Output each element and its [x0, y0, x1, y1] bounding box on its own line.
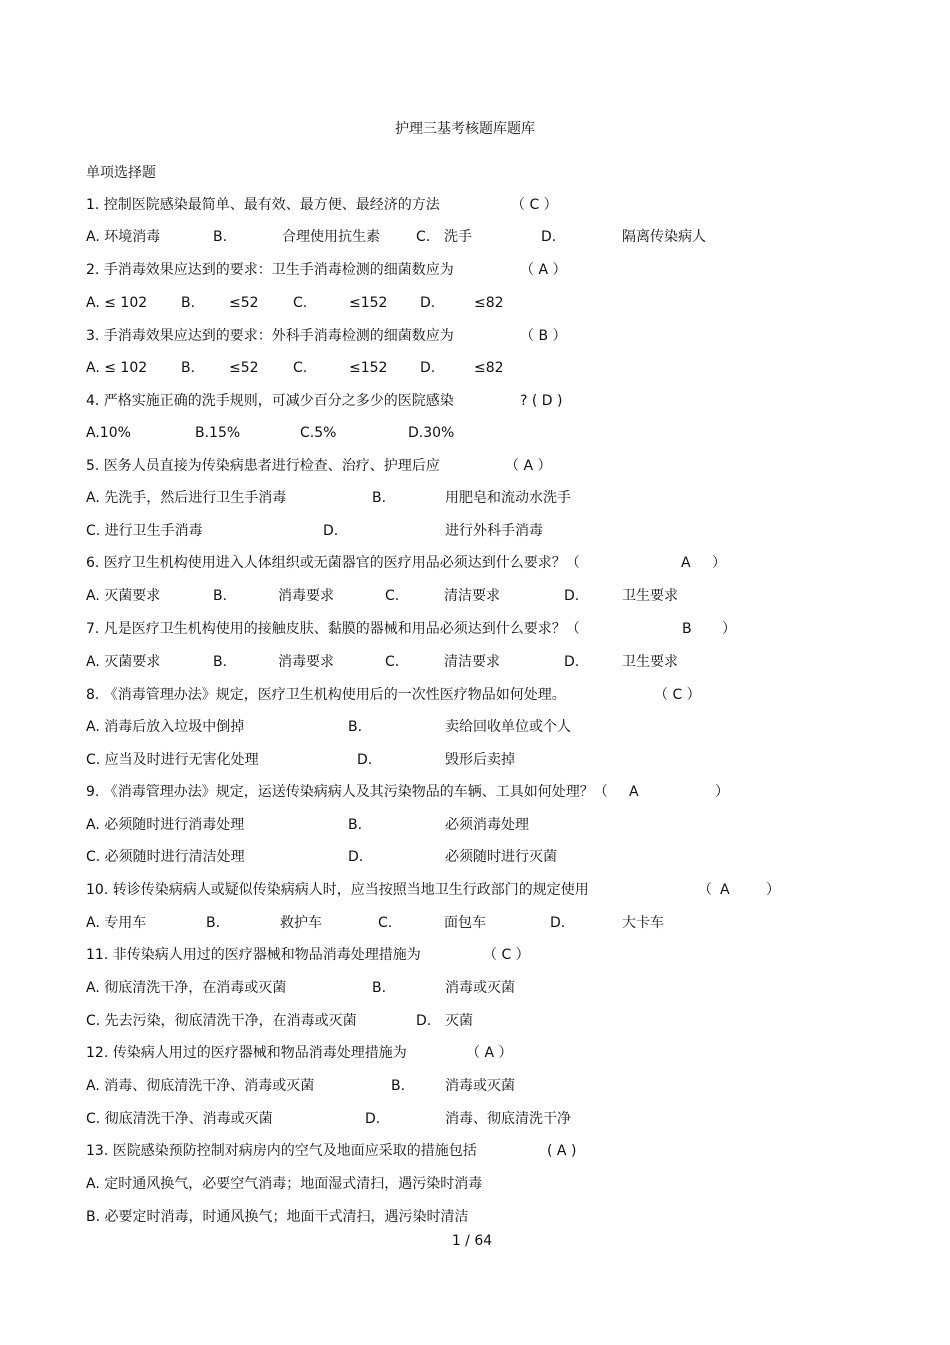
- line-segment: B.: [213, 654, 228, 670]
- document-line: [86, 684, 846, 706]
- document-line: [86, 1173, 846, 1195]
- line-text: A. 环境消毒: [86, 229, 161, 245]
- document-title: 护理三基考核题库题库: [395, 121, 535, 137]
- line-segment: 面包车: [444, 915, 486, 931]
- line-text: A. 灭菌要求: [86, 654, 161, 670]
- line-segment: ≤152: [349, 295, 388, 311]
- line-segment: 隔离传染病人: [622, 229, 706, 245]
- line-segment: （: [698, 882, 712, 898]
- line-segment: （ C ）: [511, 197, 558, 213]
- document-line: [86, 390, 846, 412]
- line-text: A. 消毒、彻底清洗干净、消毒或灭菌: [86, 1078, 315, 1094]
- line-segment: D.: [357, 752, 373, 768]
- line-segment: D.: [416, 1013, 432, 1029]
- line-text: 6. 医疗卫生机构使用进入人体组织或无菌器官的医疗用品必须达到什么要求？（: [86, 555, 580, 571]
- document-line: [86, 194, 846, 216]
- line-text: 3. 手消毒效果应达到的要求：外科手消毒检测的细菌数应为: [86, 328, 454, 344]
- line-text: C. 必须随时进行清洁处理: [86, 849, 245, 865]
- line-segment: 大卡车: [622, 915, 664, 931]
- document-line: [86, 520, 846, 542]
- line-segment: 灭菌: [445, 1013, 473, 1029]
- line-text: 11. 非传染病人用过的医疗器械和物品消毒处理措施为: [86, 947, 421, 963]
- line-segment: A: [629, 784, 639, 800]
- document-line: [86, 422, 846, 444]
- line-segment: B.: [213, 588, 228, 604]
- document-line: [86, 781, 846, 803]
- line-segment: B.: [181, 295, 196, 311]
- line-text: A. 先洗手，然后进行卫生手消毒: [86, 490, 287, 506]
- line-segment: B.: [213, 229, 228, 245]
- line-text: A. 专用车: [86, 915, 147, 931]
- line-segment: 消毒或灭菌: [445, 980, 515, 996]
- document-line: [86, 357, 846, 379]
- line-segment: 卫生要求: [622, 588, 678, 604]
- line-segment: 洗手: [444, 229, 472, 245]
- line-segment: B.: [348, 817, 363, 833]
- line-text: 7. 凡是医疗卫生机构使用的接触皮肤、黏膜的器械和用品必须达到什么要求？（: [86, 621, 580, 637]
- line-segment: C.5%: [300, 425, 337, 441]
- line-text: 10. 转诊传染病病人或疑似传染病病人时，应当按照当地卫生行政部门的规定使用: [86, 882, 589, 898]
- line-segment: ≤82: [474, 295, 504, 311]
- line-segment: D.: [420, 295, 436, 311]
- line-segment: ）: [766, 882, 780, 898]
- line-segment: 用肥皂和流动水洗手: [445, 490, 571, 506]
- line-segment: 消毒要求: [278, 654, 334, 670]
- document-line: [86, 292, 846, 314]
- document-line: [86, 1140, 846, 1162]
- line-segment: C.: [416, 229, 431, 245]
- line-segment: 卫生要求: [622, 654, 678, 670]
- line-segment: D.: [420, 360, 436, 376]
- line-segment: 救护车: [280, 915, 322, 931]
- line-segment: C.: [293, 295, 308, 311]
- line-segment: A: [681, 555, 691, 571]
- line-text: A. ≤ 102: [86, 295, 148, 311]
- line-segment: ）: [715, 784, 729, 800]
- line-segment: D.: [323, 523, 339, 539]
- line-segment: C.: [293, 360, 308, 376]
- line-segment: ≤82: [474, 360, 504, 376]
- page-number: 1 / 64: [451, 1233, 493, 1249]
- line-text: C. 进行卫生手消毒: [86, 523, 203, 539]
- document-line: [86, 1206, 846, 1228]
- line-text: A. 必须随时进行消毒处理: [86, 817, 245, 833]
- line-segment: C.: [385, 654, 400, 670]
- line-text: A. 彻底清洗干净，在消毒或灭菌: [86, 980, 287, 996]
- line-text: 1. 控制医院感染最简单、最有效、最方便、最经济的方法: [86, 197, 440, 213]
- line-segment: D.: [365, 1111, 381, 1127]
- line-text: 8. 《消毒管理办法》规定，医疗卫生机构使用后的一次性医疗物品如何处理。: [86, 687, 566, 703]
- line-segment: （ C ）: [483, 947, 530, 963]
- document-line: [86, 814, 846, 836]
- document-line: [86, 846, 846, 868]
- document-line: [86, 455, 846, 477]
- line-segment: 必须消毒处理: [445, 817, 529, 833]
- line-segment: ）: [722, 621, 736, 637]
- line-segment: B.15%: [195, 425, 241, 441]
- document-line: [86, 226, 846, 248]
- line-text: B. 必要定时消毒，时通风换气；地面干式清扫，遇污染时清洁: [86, 1209, 469, 1225]
- line-text: 13. 医院感染预防控制对病房内的空气及地面应采取的措施包括: [86, 1143, 477, 1159]
- line-segment: B: [682, 621, 692, 637]
- line-segment: 必须随时进行灭菌: [445, 849, 557, 865]
- line-text: 12. 传染病人用过的医疗器械和物品消毒处理措施为: [86, 1045, 407, 1061]
- document-line: [86, 651, 846, 673]
- line-segment: 卖给回收单位或个人: [445, 719, 571, 735]
- document-line: [86, 487, 846, 509]
- line-text: 5. 医务人员直接为传染病患者进行检查、治疗、护理后应: [86, 458, 440, 474]
- line-segment: A: [720, 882, 730, 898]
- document-line: [86, 716, 846, 738]
- line-segment: 进行外科手消毒: [445, 523, 543, 539]
- line-segment: 清洁要求: [444, 588, 500, 604]
- line-segment: B.: [348, 719, 363, 735]
- document-line: [86, 585, 846, 607]
- line-segment: （ A ）: [505, 458, 552, 474]
- line-text: 9. 《消毒管理办法》规定，运送传染病病人及其污染物品的车辆、工具如何处理？（: [86, 784, 608, 800]
- line-segment: （ A ）: [520, 262, 567, 278]
- line-text: C. 先去污染，彻底清洗干净，在消毒或灭菌: [86, 1013, 357, 1029]
- line-segment: D.: [550, 915, 566, 931]
- line-text: 4. 严格实施正确的洗手规则，可减少百分之多少的医院感染: [86, 393, 454, 409]
- line-segment: （ B ）: [520, 328, 567, 344]
- line-segment: 毁形后卖掉: [445, 752, 515, 768]
- document-line: [86, 912, 846, 934]
- line-segment: 消毒要求: [278, 588, 334, 604]
- document-line: [86, 1075, 846, 1097]
- document-line: [86, 1108, 846, 1130]
- line-segment: D.: [541, 229, 557, 245]
- document-line: [86, 879, 846, 901]
- document-line: [86, 259, 846, 281]
- line-text: C. 彻底清洗干净、消毒或灭菌: [86, 1111, 273, 1127]
- line-text: A. 灭菌要求: [86, 588, 161, 604]
- line-segment: （ A ）: [466, 1045, 513, 1061]
- line-text: A. 消毒后放入垃圾中倒掉: [86, 719, 245, 735]
- document-line: [86, 944, 846, 966]
- line-segment: ≤52: [229, 360, 259, 376]
- line-segment: ? ( D ): [520, 393, 563, 409]
- line-text: A. 定时通风换气，必要空气消毒；地面湿式清扫，遇污染时消毒: [86, 1176, 483, 1192]
- document-line: [86, 749, 846, 771]
- line-segment: B.: [372, 490, 387, 506]
- document-line: [86, 1042, 846, 1064]
- line-text: A.10%: [86, 425, 131, 441]
- line-segment: B.: [181, 360, 196, 376]
- line-segment: C.: [385, 588, 400, 604]
- line-segment: D.: [564, 588, 580, 604]
- document-line: [86, 977, 846, 999]
- line-text: 2. 手消毒效果应达到的要求：卫生手消毒检测的细菌数应为: [86, 262, 454, 278]
- line-segment: B.: [391, 1078, 406, 1094]
- line-segment: B.: [206, 915, 221, 931]
- line-segment: 消毒、彻底清洗干净: [445, 1111, 571, 1127]
- line-text: C. 应当及时进行无害化处理: [86, 752, 259, 768]
- line-segment: ≤152: [349, 360, 388, 376]
- document-line: [86, 1010, 846, 1032]
- line-segment: D.: [348, 849, 364, 865]
- line-segment: D.: [564, 654, 580, 670]
- line-segment: （ C ）: [654, 687, 701, 703]
- line-segment: ≤52: [229, 295, 259, 311]
- document-line: [86, 552, 846, 574]
- line-segment: 合理使用抗生素: [282, 229, 380, 245]
- line-segment: 消毒或灭菌: [445, 1078, 515, 1094]
- line-segment: C.: [378, 915, 393, 931]
- line-text: A. ≤ 102: [86, 360, 148, 376]
- line-segment: D.30%: [408, 425, 455, 441]
- document-line: [86, 325, 846, 347]
- document-line: [86, 618, 846, 640]
- line-segment: ( A ): [547, 1143, 577, 1159]
- line-segment: ）: [712, 555, 726, 571]
- line-segment: B.: [372, 980, 387, 996]
- section-heading: 单项选择题: [86, 165, 156, 181]
- line-segment: 清洁要求: [444, 654, 500, 670]
